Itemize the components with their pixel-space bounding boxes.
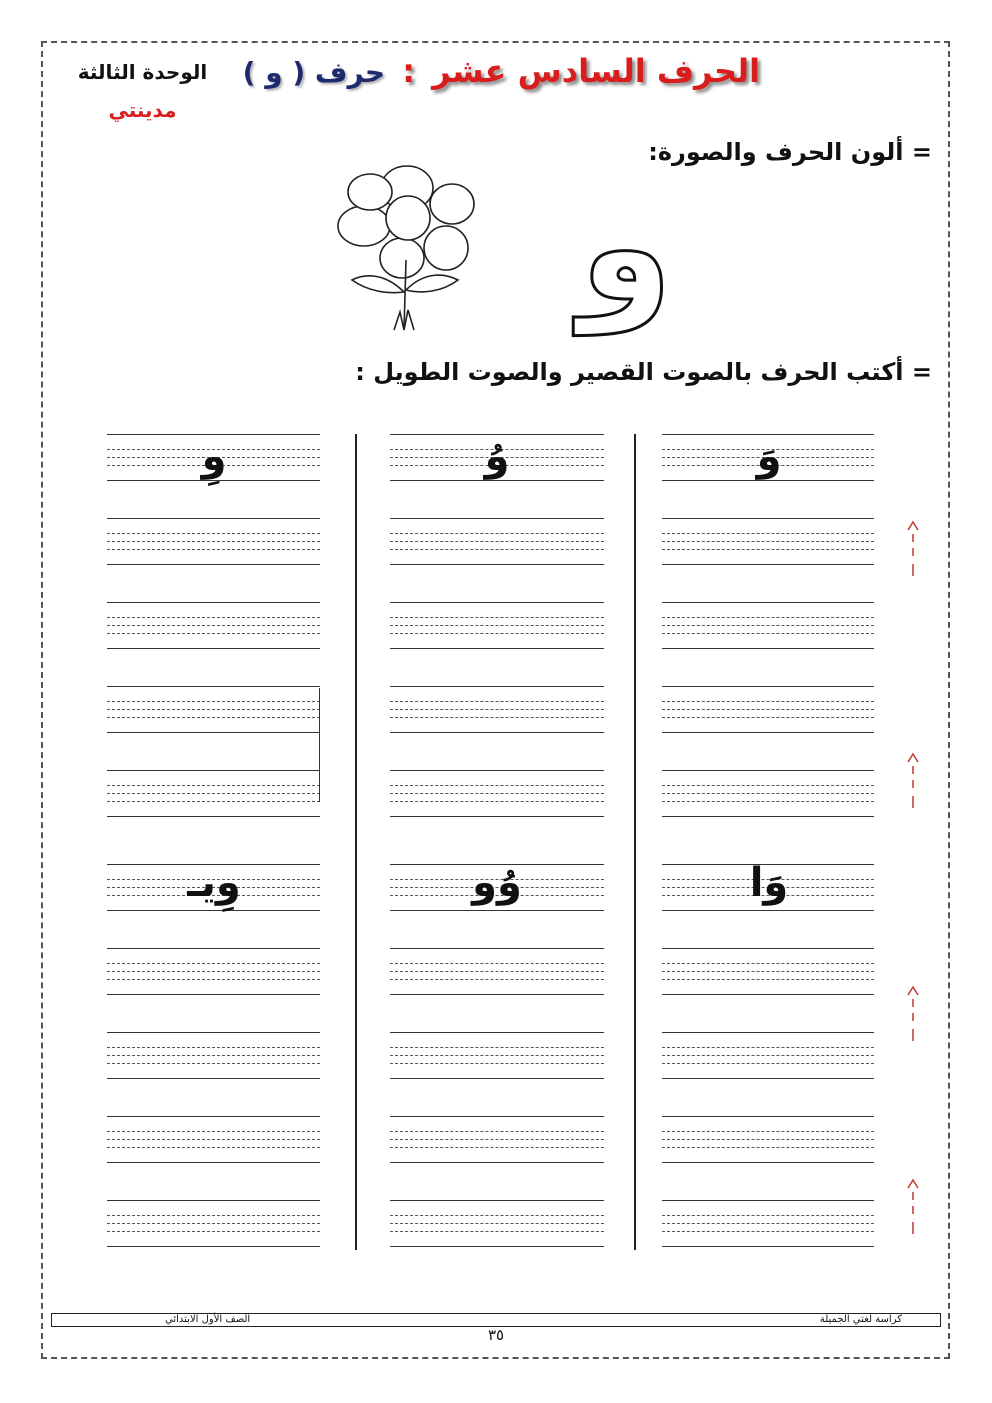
writing-lines (662, 518, 874, 564)
guide-line (107, 910, 320, 911)
guide-line (662, 1139, 874, 1140)
guide-line (107, 994, 320, 995)
guide-line (662, 1223, 874, 1224)
guide-line (390, 564, 604, 565)
writing-lines (390, 948, 604, 994)
guide-line (390, 1055, 604, 1056)
guide-line (107, 533, 320, 534)
guide-line (662, 963, 874, 964)
guide-line (107, 732, 320, 733)
guide-line (662, 625, 874, 626)
guide-line (107, 709, 320, 710)
writing-lines (107, 1116, 320, 1162)
guide-line (390, 1032, 604, 1033)
guide-line (390, 1116, 604, 1117)
guide-line (107, 971, 320, 972)
guide-line (662, 1147, 874, 1148)
guide-line (390, 793, 604, 794)
guide-line (390, 785, 604, 786)
guide-line (390, 648, 604, 649)
guide-line (390, 1223, 604, 1224)
guide-line (662, 1055, 874, 1056)
guide-line (390, 1063, 604, 1064)
title-separator: : (402, 52, 415, 90)
writing-lines (662, 1200, 874, 1246)
guide-line (662, 770, 874, 771)
guide-line (390, 770, 604, 771)
writing-lines (662, 1116, 874, 1162)
guide-line (662, 1131, 874, 1132)
guide-line (107, 1078, 320, 1079)
guide-line (107, 770, 320, 771)
footer-grade: الصف الأول الابتدائي (165, 1314, 251, 1325)
big-letter-outline: و (579, 161, 673, 335)
guide-line (390, 541, 604, 542)
guide-line (662, 717, 874, 718)
guide-line (662, 1246, 874, 1247)
guide-line (390, 625, 604, 626)
page-title (242, 52, 760, 108)
guide-line (662, 971, 874, 972)
instruction-color: = ألون الحرف والصورة: (648, 138, 932, 166)
guide-line (662, 541, 874, 542)
guide-line (662, 994, 874, 995)
title-letter: حرف ( و ) (242, 56, 386, 89)
guide-line (662, 533, 874, 534)
guide-line (662, 549, 874, 550)
guide-line (390, 979, 604, 980)
model-short-kasra: وِ (201, 434, 227, 480)
guide-line (662, 910, 874, 911)
writing-lines (390, 518, 604, 564)
guide-line (107, 1223, 320, 1224)
writing-lines (390, 1200, 604, 1246)
guide-line (662, 1063, 874, 1064)
writing-lines (390, 686, 604, 732)
guide-line (390, 1231, 604, 1232)
guide-line (390, 816, 604, 817)
footer-book-name: كراسة لغتي الجميلة (819, 1314, 902, 1325)
guide-line (662, 1162, 874, 1163)
guide-line (107, 1246, 320, 1247)
model-short-damma: وُ (484, 434, 510, 480)
guide-line (390, 1200, 604, 1201)
guide-line (107, 541, 320, 542)
writing-lines (662, 1032, 874, 1078)
line-bracket (319, 688, 320, 802)
guide-line (107, 1215, 320, 1216)
writing-lines (662, 686, 874, 732)
writing-lines (107, 948, 320, 994)
guide-line (662, 686, 874, 687)
guide-line (390, 533, 604, 534)
guide-line (390, 1162, 604, 1163)
guide-line (662, 1200, 874, 1201)
guide-line (107, 1032, 320, 1033)
guide-line (390, 994, 604, 995)
unit-label: الوحدة الثالثة (77, 60, 208, 84)
writing-lines (390, 602, 604, 648)
guide-line (107, 816, 320, 817)
guide-line (390, 549, 604, 550)
guide-line (662, 1116, 874, 1117)
guide-line (390, 1139, 604, 1140)
model-short-fatha: وَ (756, 434, 782, 480)
guide-line (390, 518, 604, 519)
guide-line (107, 633, 320, 634)
writing-lines (107, 770, 320, 816)
guide-line (662, 602, 874, 603)
guide-line (390, 602, 604, 603)
model-long-fatha: وَا (749, 860, 789, 906)
guide-line (107, 963, 320, 964)
writing-lines (390, 770, 604, 816)
guide-line (662, 732, 874, 733)
guide-line (662, 1231, 874, 1232)
instruction-write: = أكتب الحرف بالصوت القصير والصوت الطويل : (355, 358, 932, 386)
guide-line (662, 648, 874, 649)
writing-lines (662, 948, 874, 994)
writing-lines (390, 1116, 604, 1162)
guide-line (390, 1246, 604, 1247)
guide-line (390, 1147, 604, 1148)
guide-line (390, 1215, 604, 1216)
title-main: الحرف السادس عشر (432, 52, 760, 90)
guide-line (107, 564, 320, 565)
column-divider (355, 434, 357, 1250)
guide-line (107, 1231, 320, 1232)
guide-line (662, 564, 874, 565)
guide-line (107, 602, 320, 603)
writing-lines (107, 1032, 320, 1078)
guide-line (662, 793, 874, 794)
guide-line (390, 1047, 604, 1048)
guide-line (107, 617, 320, 618)
guide-line (107, 549, 320, 550)
guide-line (662, 709, 874, 710)
theme-label: مدينتي (108, 98, 177, 122)
writing-lines (107, 518, 320, 564)
guide-line (107, 1200, 320, 1201)
writing-lines (390, 1032, 604, 1078)
guide-line (107, 948, 320, 949)
guide-line (390, 1078, 604, 1079)
guide-line (662, 518, 874, 519)
guide-line (662, 633, 874, 634)
arrow-up-icon (906, 520, 920, 578)
model-long-damma: وُو (472, 860, 522, 906)
writing-lines (662, 602, 874, 648)
guide-line (107, 625, 320, 626)
guide-line (107, 518, 320, 519)
guide-line (107, 1116, 320, 1117)
arrow-up-icon (906, 985, 920, 1043)
guide-line (390, 717, 604, 718)
writing-lines (107, 1200, 320, 1246)
guide-line (390, 701, 604, 702)
guide-line (662, 617, 874, 618)
guide-line (107, 1063, 320, 1064)
guide-line (107, 1055, 320, 1056)
guide-line (107, 1147, 320, 1148)
arrow-up-icon (906, 1178, 920, 1236)
guide-line (662, 1032, 874, 1033)
column-divider (634, 434, 636, 1250)
guide-line (390, 732, 604, 733)
guide-line (107, 785, 320, 786)
guide-line (390, 633, 604, 634)
guide-line (107, 1131, 320, 1132)
guide-line (107, 1162, 320, 1163)
writing-lines (107, 686, 320, 732)
guide-line (662, 801, 874, 802)
guide-line (662, 1215, 874, 1216)
guide-line (662, 948, 874, 949)
guide-line (107, 701, 320, 702)
guide-line (107, 1047, 320, 1048)
guide-line (107, 1139, 320, 1140)
guide-line (390, 709, 604, 710)
writing-lines (107, 602, 320, 648)
guide-line (107, 686, 320, 687)
guide-line (107, 648, 320, 649)
guide-line (390, 801, 604, 802)
guide-line (107, 717, 320, 718)
writing-lines (662, 770, 874, 816)
guide-line (107, 801, 320, 802)
arrow-up-icon (906, 752, 920, 810)
guide-line (390, 686, 604, 687)
guide-line (390, 971, 604, 972)
guide-line (390, 1131, 604, 1132)
guide-line (662, 1047, 874, 1048)
guide-line (390, 948, 604, 949)
guide-line (390, 963, 604, 964)
model-long-kasra: وِيـ (187, 860, 241, 906)
guide-line (107, 979, 320, 980)
page-number: ٣٥ (487, 1326, 505, 1344)
guide-line (107, 793, 320, 794)
guide-line (662, 816, 874, 817)
guide-line (662, 701, 874, 702)
guide-line (662, 785, 874, 786)
guide-line (662, 1078, 874, 1079)
guide-line (390, 617, 604, 618)
guide-line (390, 910, 604, 911)
guide-line (662, 979, 874, 980)
flower-icon (334, 162, 484, 334)
